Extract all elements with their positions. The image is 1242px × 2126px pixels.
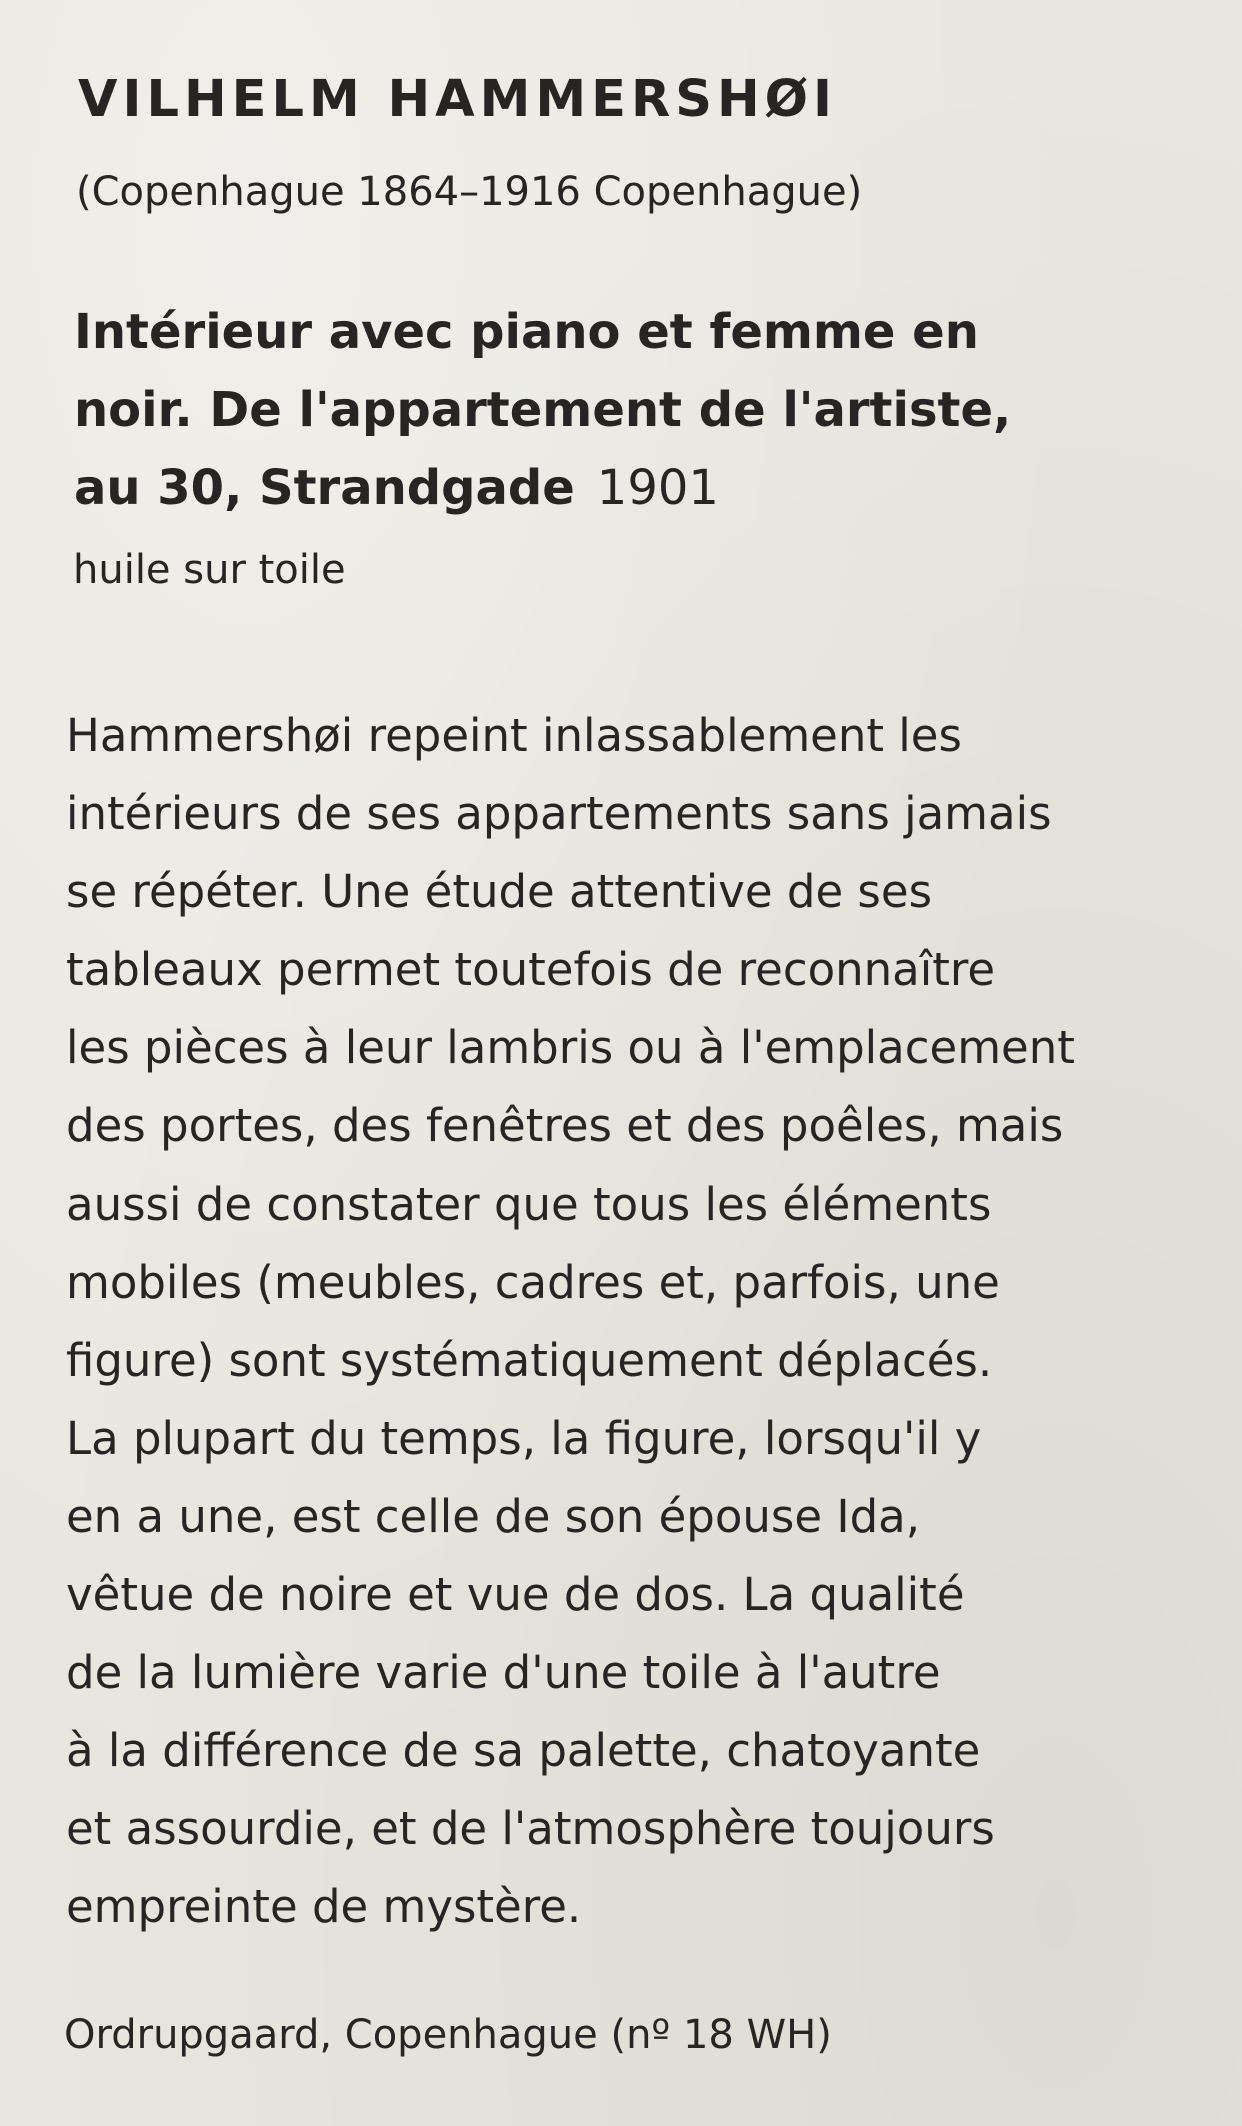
artwork-medium: huile sur toile (73, 547, 346, 593)
description-line: Hammershøi repeint inlassablement les (66, 709, 962, 762)
description-line: La plupart du temps, la figure, lorsqu'il y (66, 1411, 982, 1465)
description-line: empreinte de mystère. (66, 1880, 582, 1934)
description-line: aussi de constater que tous les éléments (66, 1177, 992, 1231)
description-line: les pièces à leur lambris ou à l'emplacement (66, 1021, 1075, 1075)
title-line: noir. De l'appartement de l'artiste, (74, 382, 1012, 438)
artist-dates: (Copenhague 1864–1916 Copenhague) (76, 169, 863, 215)
collection-credit: Ordrupgaard, Copenhague (nº 18 WH) (64, 2012, 832, 2058)
description-line: en a une, est celle de son épouse Ida, (66, 1489, 921, 1543)
artwork-description (66, 697, 1075, 1947)
description-line: des portes, des fenêtres et des poêles, mais (66, 1099, 1064, 1153)
description-line: et assourdie, et de l'atmosphère toujours (66, 1802, 995, 1856)
description-line: de la lumière varie d'une toile à l'autre (66, 1646, 941, 1700)
title-line: Intérieur avec piano et femme en (74, 304, 979, 360)
title-line-text: au 30, Strandgade (74, 460, 575, 516)
description-line: se répéter. Une étude attentive de ses (66, 865, 933, 919)
description-line: figure) sont systématiquement déplacés. (66, 1333, 993, 1387)
description-line: intérieurs de ses appartements sans jamais (66, 787, 1052, 841)
description-line: mobiles (meubles, cadres et, parfois, une (66, 1255, 1000, 1309)
description-line: tableaux permet toutefois de reconnaître (66, 943, 996, 997)
artist-name: VILHELM HAMMERSHØI (78, 70, 837, 129)
artwork-year: 1901 (596, 460, 719, 516)
artwork-title (74, 293, 1011, 527)
description-line: vêtue de noire et vue de dos. La qualité (66, 1568, 965, 1622)
description-line: à la différence de sa palette, chatoyante (66, 1724, 981, 1778)
title-line (74, 449, 1011, 527)
